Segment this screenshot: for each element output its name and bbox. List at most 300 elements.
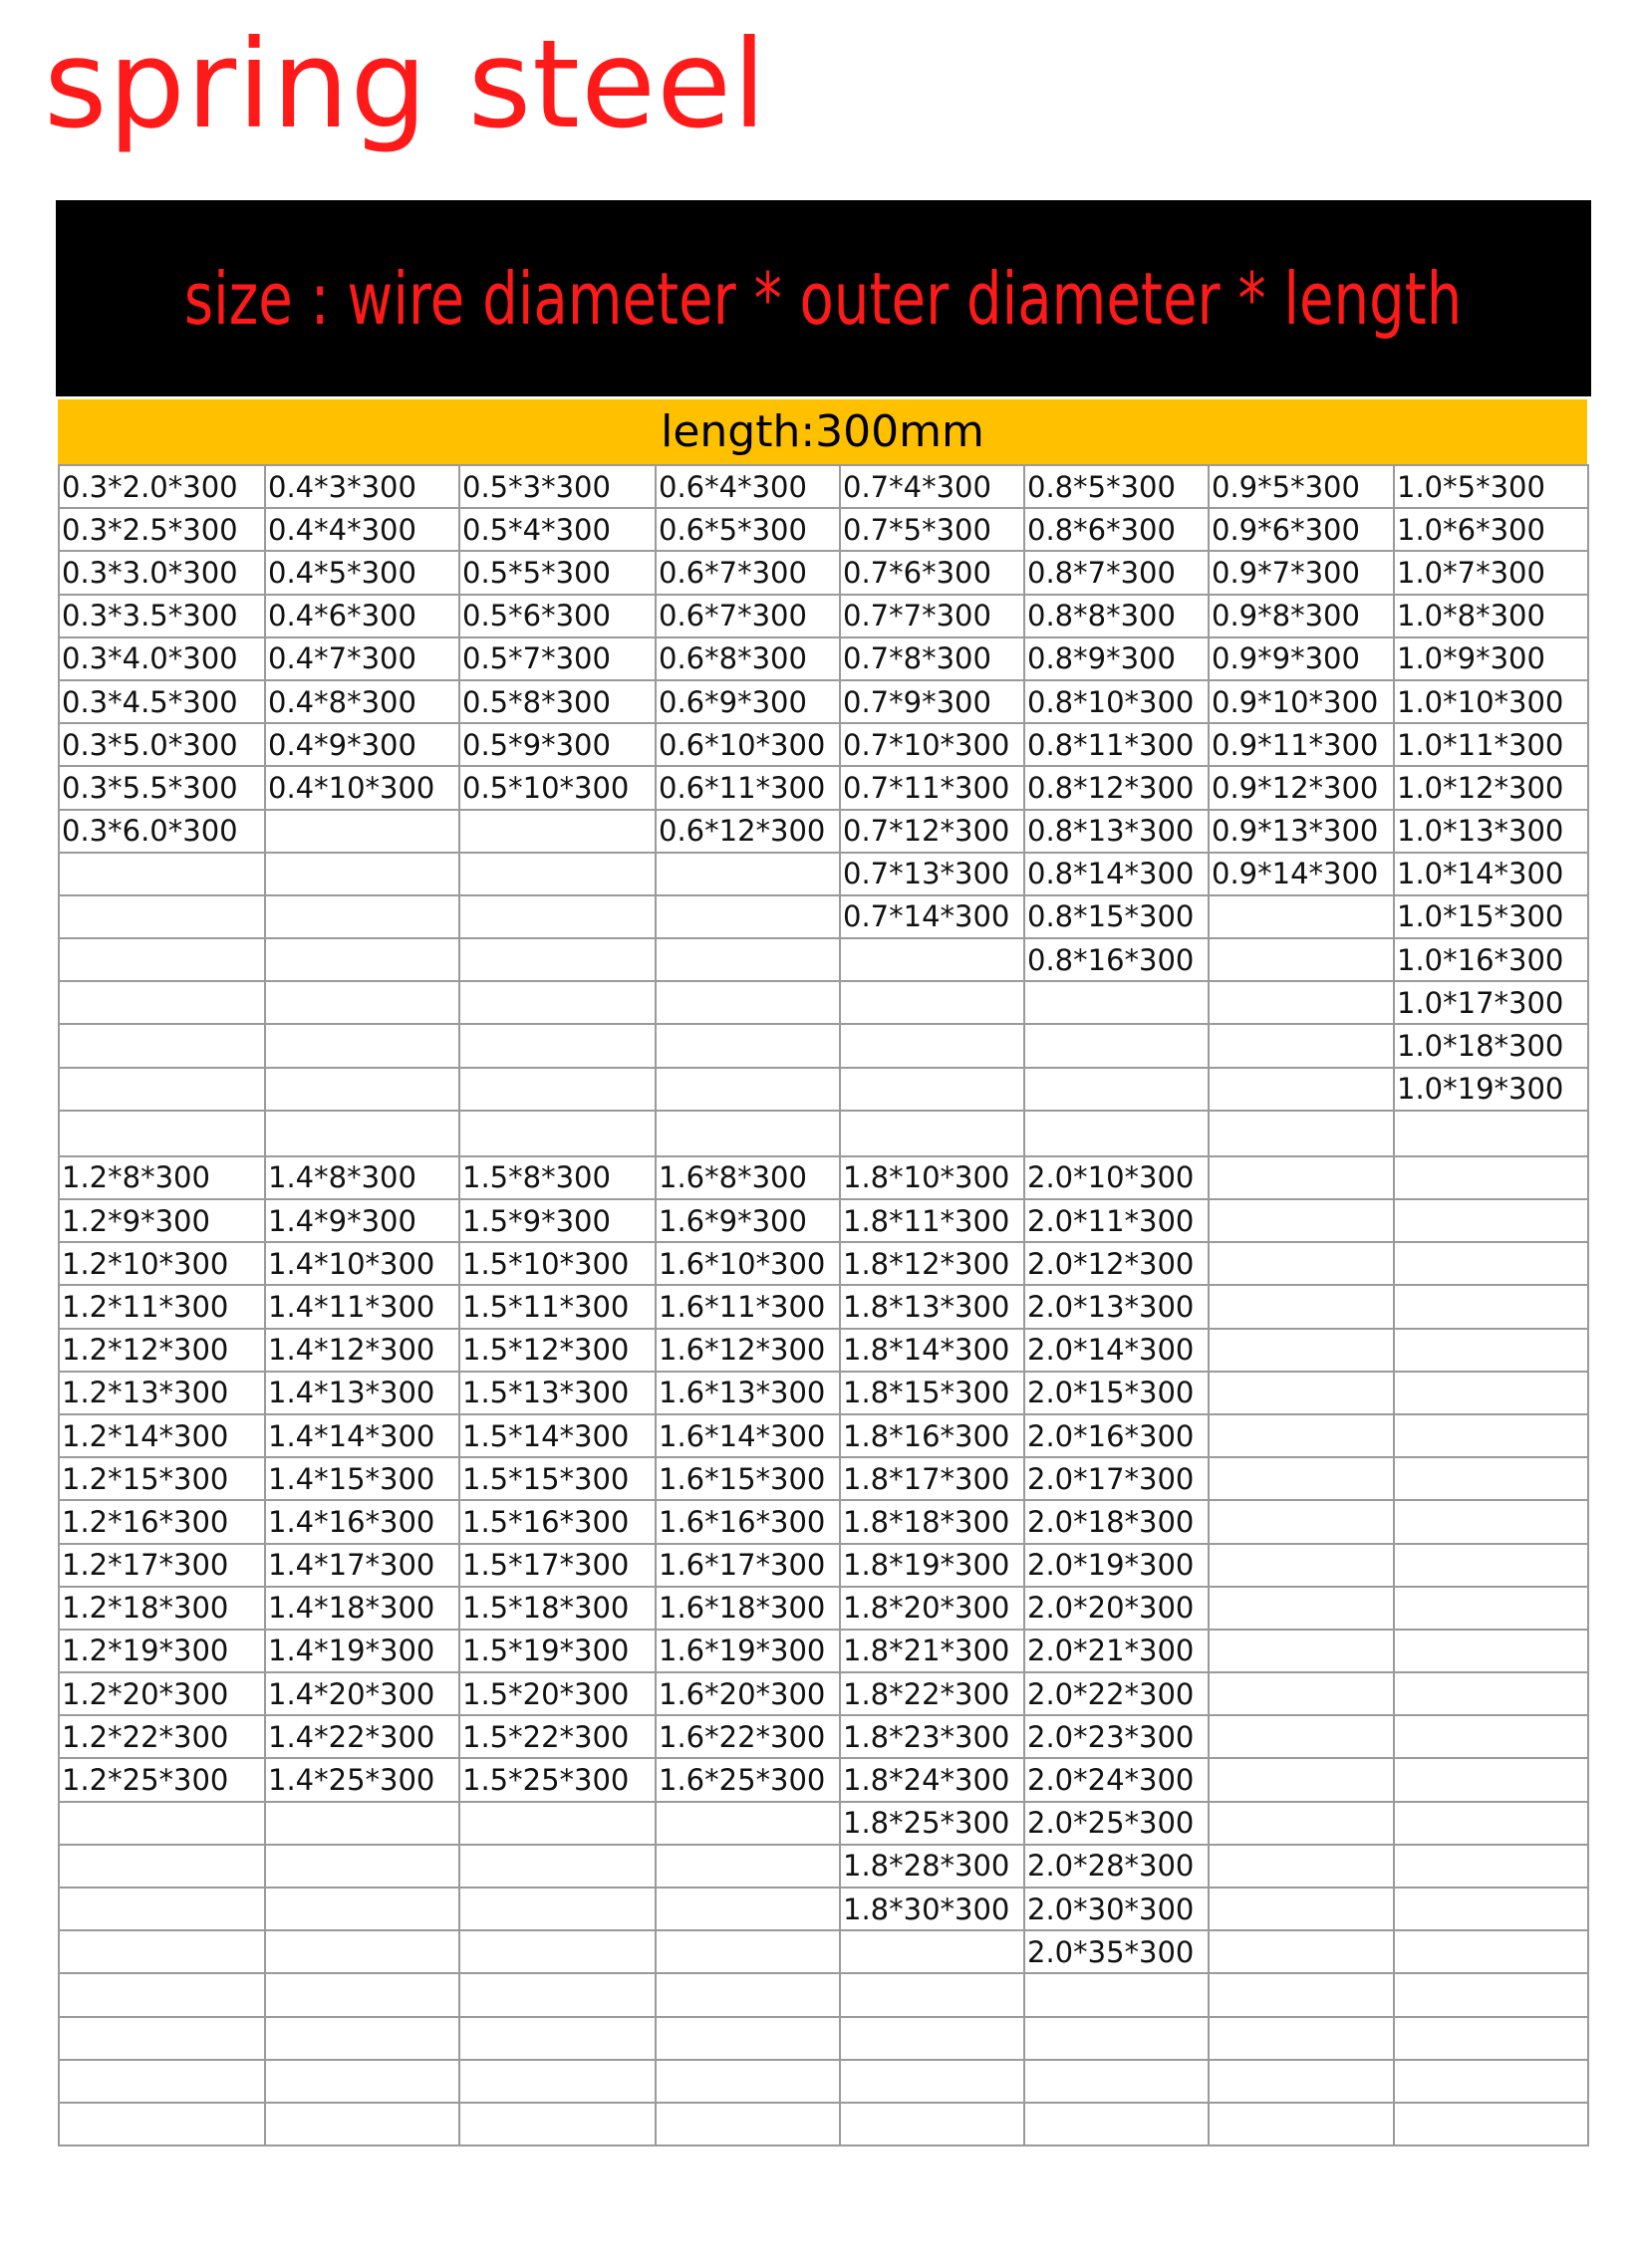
table-cell bbox=[1394, 2017, 1588, 2060]
table-cell bbox=[1209, 1111, 1394, 1156]
table-cell: 1.5*18*300 bbox=[459, 1587, 656, 1630]
table-cell bbox=[1024, 1973, 1209, 2016]
table-cell: 2.0*13*300 bbox=[1024, 1285, 1209, 1328]
table-cell bbox=[59, 1111, 265, 1156]
table-cell bbox=[59, 2103, 265, 2145]
table-row bbox=[59, 1457, 1588, 1500]
table-cell: 0.6*4*300 bbox=[656, 465, 840, 508]
table-cell bbox=[265, 938, 459, 981]
table-cell: 1.5*14*300 bbox=[459, 1414, 656, 1457]
table-cell: 0.6*8*300 bbox=[656, 637, 840, 680]
table-row bbox=[59, 1715, 1588, 1758]
table-cell bbox=[459, 2060, 656, 2103]
table-cell bbox=[656, 2017, 840, 2060]
table-cell bbox=[1394, 1630, 1588, 1672]
table-row bbox=[59, 1068, 1588, 1111]
table-cell bbox=[1394, 1587, 1588, 1630]
table-cell: 1.8*12*300 bbox=[840, 1242, 1024, 1285]
table-cell bbox=[1209, 2103, 1394, 2145]
table-cell bbox=[656, 1024, 840, 1067]
table-row bbox=[59, 1285, 1588, 1328]
table-cell bbox=[1209, 1715, 1394, 1758]
table-cell bbox=[59, 1930, 265, 1973]
table-cell: 0.7*6*300 bbox=[840, 551, 1024, 594]
table-cell: 0.9*7*300 bbox=[1209, 551, 1394, 594]
table-cell: 1.0*7*300 bbox=[1394, 551, 1588, 594]
table-cell bbox=[1209, 2017, 1394, 2060]
table-cell bbox=[459, 1111, 656, 1156]
length-label: length:300mm bbox=[661, 406, 984, 457]
table-cell bbox=[265, 1930, 459, 1973]
table-cell: 2.0*24*300 bbox=[1024, 1758, 1209, 1801]
table-cell: 1.2*9*300 bbox=[59, 1199, 265, 1242]
table-cell: 1.6*18*300 bbox=[656, 1587, 840, 1630]
table-cell: 0.8*12*300 bbox=[1024, 766, 1209, 809]
table-row bbox=[59, 551, 1588, 594]
table-cell: 2.0*11*300 bbox=[1024, 1199, 1209, 1242]
table-cell: 1.4*11*300 bbox=[265, 1285, 459, 1328]
table-row bbox=[59, 1111, 1588, 1156]
table-cell: 0.7*7*300 bbox=[840, 595, 1024, 637]
table-cell: 1.8*18*300 bbox=[840, 1500, 1024, 1543]
table-cell bbox=[656, 1930, 840, 1973]
table-cell bbox=[840, 1930, 1024, 1973]
table-cell bbox=[459, 810, 656, 853]
table-cell: 1.0*10*300 bbox=[1394, 680, 1588, 723]
table-row bbox=[59, 2017, 1588, 2060]
table-cell: 1.0*13*300 bbox=[1394, 810, 1588, 853]
table-cell: 2.0*21*300 bbox=[1024, 1630, 1209, 1672]
table-cell bbox=[656, 2060, 840, 2103]
table-cell: 1.8*24*300 bbox=[840, 1758, 1024, 1801]
table-cell bbox=[1394, 1715, 1588, 1758]
table-cell: 2.0*35*300 bbox=[1024, 1930, 1209, 1973]
table-cell: 1.2*19*300 bbox=[59, 1630, 265, 1672]
table-cell: 1.8*11*300 bbox=[840, 1199, 1024, 1242]
table-cell: 1.4*25*300 bbox=[265, 1758, 459, 1801]
table-cell: 2.0*23*300 bbox=[1024, 1715, 1209, 1758]
table-cell: 0.5*6*300 bbox=[459, 595, 656, 637]
table-cell: 0.8*6*300 bbox=[1024, 508, 1209, 551]
table-cell: 1.2*14*300 bbox=[59, 1414, 265, 1457]
table-cell bbox=[1209, 1802, 1394, 1845]
table-cell bbox=[59, 2060, 265, 2103]
table-cell bbox=[59, 1802, 265, 1845]
table-cell: 1.8*28*300 bbox=[840, 1845, 1024, 1888]
table-cell bbox=[1394, 1111, 1588, 1156]
table-cell bbox=[840, 938, 1024, 981]
table-cell: 1.8*10*300 bbox=[840, 1156, 1024, 1199]
table-cell: 1.6*8*300 bbox=[656, 1156, 840, 1199]
table-cell: 1.4*17*300 bbox=[265, 1544, 459, 1587]
table-cell: 1.5*8*300 bbox=[459, 1156, 656, 1199]
table-cell bbox=[1024, 1068, 1209, 1111]
table-cell bbox=[1209, 1372, 1394, 1414]
table-cell bbox=[1209, 1199, 1394, 1242]
table-cell bbox=[1394, 1329, 1588, 1372]
table-cell: 1.0*14*300 bbox=[1394, 853, 1588, 895]
table-cell: 0.3*2.5*300 bbox=[59, 508, 265, 551]
table-cell: 1.6*11*300 bbox=[656, 1285, 840, 1328]
table-cell bbox=[59, 981, 265, 1024]
table-row bbox=[59, 1329, 1588, 1372]
size-format-text: size : wire diameter * outer diameter * length bbox=[184, 256, 1463, 341]
table-cell: 1.2*13*300 bbox=[59, 1372, 265, 1414]
table-cell: 0.6*5*300 bbox=[656, 508, 840, 551]
table-cell: 0.3*6.0*300 bbox=[59, 810, 265, 853]
table-cell bbox=[59, 853, 265, 895]
table-cell bbox=[459, 853, 656, 895]
table-cell bbox=[265, 853, 459, 895]
table-cell: 2.0*17*300 bbox=[1024, 1457, 1209, 1500]
table-cell bbox=[840, 2103, 1024, 2145]
table-cell: 1.6*9*300 bbox=[656, 1199, 840, 1242]
table-cell bbox=[459, 1845, 656, 1888]
table-cell: 2.0*18*300 bbox=[1024, 1500, 1209, 1543]
table-row bbox=[59, 1024, 1588, 1067]
table-cell: 1.0*15*300 bbox=[1394, 895, 1588, 938]
table-cell: 1.2*16*300 bbox=[59, 1500, 265, 1543]
table-cell bbox=[1394, 1758, 1588, 1801]
table-cell bbox=[1209, 1024, 1394, 1067]
table-cell: 0.7*8*300 bbox=[840, 637, 1024, 680]
table-cell: 0.8*11*300 bbox=[1024, 723, 1209, 766]
table-cell: 1.4*18*300 bbox=[265, 1587, 459, 1630]
table-cell: 0.8*16*300 bbox=[1024, 938, 1209, 981]
table-row bbox=[59, 1802, 1588, 1845]
table-cell bbox=[265, 981, 459, 1024]
table-cell: 1.0*8*300 bbox=[1394, 595, 1588, 637]
table-cell: 1.4*15*300 bbox=[265, 1457, 459, 1500]
table-cell: 1.0*12*300 bbox=[1394, 766, 1588, 809]
table-cell bbox=[1209, 1973, 1394, 2016]
table-cell bbox=[459, 1068, 656, 1111]
table-row bbox=[59, 2060, 1588, 2103]
table-row bbox=[59, 1500, 1588, 1543]
table-cell bbox=[1209, 1845, 1394, 1888]
table-cell bbox=[59, 1068, 265, 1111]
table-cell: 1.5*12*300 bbox=[459, 1329, 656, 1372]
table-cell: 0.6*9*300 bbox=[656, 680, 840, 723]
table-cell bbox=[1209, 1156, 1394, 1199]
table-row bbox=[59, 465, 1588, 508]
table-cell: 1.5*11*300 bbox=[459, 1285, 656, 1328]
table-cell bbox=[840, 981, 1024, 1024]
table-cell: 1.8*30*300 bbox=[840, 1888, 1024, 1930]
table-cell bbox=[1394, 1414, 1588, 1457]
table-cell: 0.9*10*300 bbox=[1209, 680, 1394, 723]
table-cell bbox=[1209, 1329, 1394, 1372]
table-cell: 1.2*17*300 bbox=[59, 1544, 265, 1587]
table-row bbox=[59, 1930, 1588, 1973]
table-row bbox=[59, 1156, 1588, 1199]
table-cell bbox=[459, 895, 656, 938]
table-cell: 1.5*17*300 bbox=[459, 1544, 656, 1587]
table-cell: 0.7*4*300 bbox=[840, 465, 1024, 508]
table-row bbox=[59, 938, 1588, 981]
table-cell bbox=[656, 981, 840, 1024]
table-cell: 0.5*8*300 bbox=[459, 680, 656, 723]
table-cell: 1.4*10*300 bbox=[265, 1242, 459, 1285]
table-cell: 1.2*11*300 bbox=[59, 1285, 265, 1328]
table-cell: 1.4*9*300 bbox=[265, 1199, 459, 1242]
table-cell bbox=[459, 1930, 656, 1973]
table-cell bbox=[1209, 1930, 1394, 1973]
table-cell: 1.6*12*300 bbox=[656, 1329, 840, 1372]
table-cell bbox=[59, 938, 265, 981]
table-cell bbox=[1209, 1242, 1394, 1285]
table-row bbox=[59, 853, 1588, 895]
table-cell: 0.4*3*300 bbox=[265, 465, 459, 508]
table-cell bbox=[1024, 1111, 1209, 1156]
table-row bbox=[59, 595, 1588, 637]
table-cell: 0.9*13*300 bbox=[1209, 810, 1394, 853]
table-cell: 0.8*10*300 bbox=[1024, 680, 1209, 723]
table-cell bbox=[656, 1888, 840, 1930]
table-cell: 0.8*5*300 bbox=[1024, 465, 1209, 508]
table-cell bbox=[459, 1973, 656, 2016]
table-cell: 0.7*12*300 bbox=[840, 810, 1024, 853]
table-cell: 0.5*4*300 bbox=[459, 508, 656, 551]
table-cell: 1.4*19*300 bbox=[265, 1630, 459, 1672]
table-cell bbox=[265, 1068, 459, 1111]
table-cell bbox=[1209, 2060, 1394, 2103]
table-cell: 0.9*9*300 bbox=[1209, 637, 1394, 680]
table-cell: 1.6*19*300 bbox=[656, 1630, 840, 1672]
table-cell bbox=[1394, 2060, 1588, 2103]
table-cell: 1.6*15*300 bbox=[656, 1457, 840, 1500]
table-cell bbox=[59, 895, 265, 938]
table-cell: 0.4*7*300 bbox=[265, 637, 459, 680]
table-cell: 1.6*16*300 bbox=[656, 1500, 840, 1543]
table-cell: 2.0*30*300 bbox=[1024, 1888, 1209, 1930]
table-cell bbox=[1394, 1802, 1588, 1845]
table-cell: 0.3*3.0*300 bbox=[59, 551, 265, 594]
table-cell bbox=[1394, 1930, 1588, 1973]
table-cell bbox=[265, 1111, 459, 1156]
table-cell bbox=[1209, 1587, 1394, 1630]
length-header bbox=[58, 399, 1587, 464]
table-cell: 0.3*2.0*300 bbox=[59, 465, 265, 508]
table-cell: 0.5*10*300 bbox=[459, 766, 656, 809]
table-cell bbox=[1394, 1372, 1588, 1414]
table-cell bbox=[459, 938, 656, 981]
table-cell: 1.6*25*300 bbox=[656, 1758, 840, 1801]
table-cell: 1.8*16*300 bbox=[840, 1414, 1024, 1457]
table-cell bbox=[840, 1068, 1024, 1111]
table-cell bbox=[1394, 1500, 1588, 1543]
table-cell: 1.0*16*300 bbox=[1394, 938, 1588, 981]
table-cell bbox=[1394, 1845, 1588, 1888]
table-cell: 1.6*20*300 bbox=[656, 1672, 840, 1715]
table-cell bbox=[1209, 938, 1394, 981]
table-cell: 0.4*4*300 bbox=[265, 508, 459, 551]
table-cell bbox=[1209, 1457, 1394, 1500]
table-cell: 1.2*25*300 bbox=[59, 1758, 265, 1801]
table-cell: 1.8*13*300 bbox=[840, 1285, 1024, 1328]
table-cell bbox=[59, 2017, 265, 2060]
table-row bbox=[59, 508, 1588, 551]
table-row bbox=[59, 1544, 1588, 1587]
table-cell: 1.8*22*300 bbox=[840, 1672, 1024, 1715]
table-cell: 1.2*12*300 bbox=[59, 1329, 265, 1372]
table-cell: 1.0*17*300 bbox=[1394, 981, 1588, 1024]
table-cell bbox=[1394, 1544, 1588, 1587]
table-cell bbox=[1024, 1024, 1209, 1067]
table-cell bbox=[459, 981, 656, 1024]
table-cell bbox=[840, 1024, 1024, 1067]
table-cell bbox=[459, 2103, 656, 2145]
table-cell bbox=[656, 1802, 840, 1845]
table-cell: 1.2*22*300 bbox=[59, 1715, 265, 1758]
table-row bbox=[59, 810, 1588, 853]
table-cell: 1.8*17*300 bbox=[840, 1457, 1024, 1500]
table-cell bbox=[265, 2017, 459, 2060]
table-cell bbox=[1209, 895, 1394, 938]
table-cell: 2.0*10*300 bbox=[1024, 1156, 1209, 1199]
table-cell: 1.5*10*300 bbox=[459, 1242, 656, 1285]
table-cell bbox=[265, 1973, 459, 2016]
table-cell bbox=[1394, 1242, 1588, 1285]
table-cell bbox=[1209, 1672, 1394, 1715]
table-cell: 0.9*8*300 bbox=[1209, 595, 1394, 637]
table-cell bbox=[265, 2060, 459, 2103]
table-cell: 1.2*10*300 bbox=[59, 1242, 265, 1285]
table-cell: 1.5*19*300 bbox=[459, 1630, 656, 1672]
table-cell bbox=[1394, 1888, 1588, 1930]
table-cell: 1.2*20*300 bbox=[59, 1672, 265, 1715]
table-row bbox=[59, 1672, 1588, 1715]
size-table bbox=[58, 464, 1589, 2146]
table-cell: 2.0*20*300 bbox=[1024, 1587, 1209, 1630]
table-cell: 0.7*13*300 bbox=[840, 853, 1024, 895]
table-cell: 1.8*23*300 bbox=[840, 1715, 1024, 1758]
table-cell bbox=[59, 1024, 265, 1067]
table-cell bbox=[1394, 1457, 1588, 1500]
table-row bbox=[59, 1758, 1588, 1801]
table-cell: 0.6*7*300 bbox=[656, 551, 840, 594]
table-cell: 0.3*5.0*300 bbox=[59, 723, 265, 766]
table-cell bbox=[840, 2017, 1024, 2060]
table-cell: 0.3*3.5*300 bbox=[59, 595, 265, 637]
table-cell: 0.5*5*300 bbox=[459, 551, 656, 594]
table-cell bbox=[265, 1888, 459, 1930]
table-cell: 0.5*9*300 bbox=[459, 723, 656, 766]
table-cell bbox=[265, 1845, 459, 1888]
table-row bbox=[59, 1372, 1588, 1414]
table-row bbox=[59, 723, 1588, 766]
table-cell bbox=[1394, 2103, 1588, 2145]
table-cell: 1.8*15*300 bbox=[840, 1372, 1024, 1414]
table-cell: 1.8*25*300 bbox=[840, 1802, 1024, 1845]
table-cell bbox=[1209, 1285, 1394, 1328]
table-cell: 1.6*13*300 bbox=[656, 1372, 840, 1414]
table-cell: 0.9*6*300 bbox=[1209, 508, 1394, 551]
table-cell: 2.0*28*300 bbox=[1024, 1845, 1209, 1888]
table-cell: 0.3*5.5*300 bbox=[59, 766, 265, 809]
table-cell bbox=[1209, 1500, 1394, 1543]
table-cell bbox=[840, 2060, 1024, 2103]
table-cell: 1.4*22*300 bbox=[265, 1715, 459, 1758]
table-cell: 0.8*7*300 bbox=[1024, 551, 1209, 594]
table-cell bbox=[459, 1802, 656, 1845]
table-row bbox=[59, 1888, 1588, 1930]
table-cell: 0.7*14*300 bbox=[840, 895, 1024, 938]
page-title: spring steel bbox=[44, 14, 768, 155]
table-cell: 2.0*19*300 bbox=[1024, 1544, 1209, 1587]
table-row bbox=[59, 2103, 1588, 2145]
table-cell: 0.8*8*300 bbox=[1024, 595, 1209, 637]
table-row bbox=[59, 1414, 1588, 1457]
table-row bbox=[59, 1845, 1588, 1888]
table-cell: 0.8*9*300 bbox=[1024, 637, 1209, 680]
table-cell bbox=[656, 938, 840, 981]
table-cell: 1.0*6*300 bbox=[1394, 508, 1588, 551]
table-cell: 1.2*15*300 bbox=[59, 1457, 265, 1500]
table-cell: 0.4*6*300 bbox=[265, 595, 459, 637]
table-cell: 0.8*15*300 bbox=[1024, 895, 1209, 938]
table-row bbox=[59, 1199, 1588, 1242]
table-row bbox=[59, 981, 1588, 1024]
table-cell: 0.9*11*300 bbox=[1209, 723, 1394, 766]
table-cell bbox=[1394, 1672, 1588, 1715]
table-cell: 1.0*5*300 bbox=[1394, 465, 1588, 508]
table-cell: 0.4*9*300 bbox=[265, 723, 459, 766]
size-table-body bbox=[59, 465, 1588, 2145]
table-cell: 0.6*11*300 bbox=[656, 766, 840, 809]
table-cell: 0.8*13*300 bbox=[1024, 810, 1209, 853]
table-cell bbox=[1209, 1068, 1394, 1111]
table-cell: 1.8*20*300 bbox=[840, 1587, 1024, 1630]
table-cell: 2.0*25*300 bbox=[1024, 1802, 1209, 1845]
table-cell bbox=[1394, 1156, 1588, 1199]
table-cell: 2.0*16*300 bbox=[1024, 1414, 1209, 1457]
table-cell bbox=[656, 2103, 840, 2145]
table-cell: 1.0*18*300 bbox=[1394, 1024, 1588, 1067]
table-cell: 1.5*20*300 bbox=[459, 1672, 656, 1715]
table-cell bbox=[1209, 981, 1394, 1024]
table-cell bbox=[459, 1888, 656, 1930]
table-row bbox=[59, 766, 1588, 809]
table-cell bbox=[656, 853, 840, 895]
table-cell bbox=[840, 1111, 1024, 1156]
table-cell bbox=[1209, 1758, 1394, 1801]
table-cell: 0.4*10*300 bbox=[265, 766, 459, 809]
table-cell: 0.7*9*300 bbox=[840, 680, 1024, 723]
table-cell: 1.0*19*300 bbox=[1394, 1068, 1588, 1111]
table-cell: 0.5*7*300 bbox=[459, 637, 656, 680]
table-cell: 0.7*11*300 bbox=[840, 766, 1024, 809]
size-format-banner bbox=[56, 200, 1591, 396]
table-cell: 1.8*21*300 bbox=[840, 1630, 1024, 1672]
table-cell: 1.4*8*300 bbox=[265, 1156, 459, 1199]
table-cell: 1.8*14*300 bbox=[840, 1329, 1024, 1372]
table-cell bbox=[656, 1973, 840, 2016]
table-cell: 0.9*5*300 bbox=[1209, 465, 1394, 508]
table-cell: 1.4*12*300 bbox=[265, 1329, 459, 1372]
table-cell bbox=[265, 2103, 459, 2145]
table-cell bbox=[459, 2017, 656, 2060]
table-cell bbox=[1209, 1630, 1394, 1672]
table-row bbox=[59, 1973, 1588, 2016]
table-cell bbox=[265, 1024, 459, 1067]
table-cell: 2.0*12*300 bbox=[1024, 1242, 1209, 1285]
table-cell bbox=[1024, 2103, 1209, 2145]
table-cell bbox=[59, 1888, 265, 1930]
table-cell: 1.0*11*300 bbox=[1394, 723, 1588, 766]
table-cell bbox=[1024, 2060, 1209, 2103]
table-cell bbox=[59, 1973, 265, 2016]
